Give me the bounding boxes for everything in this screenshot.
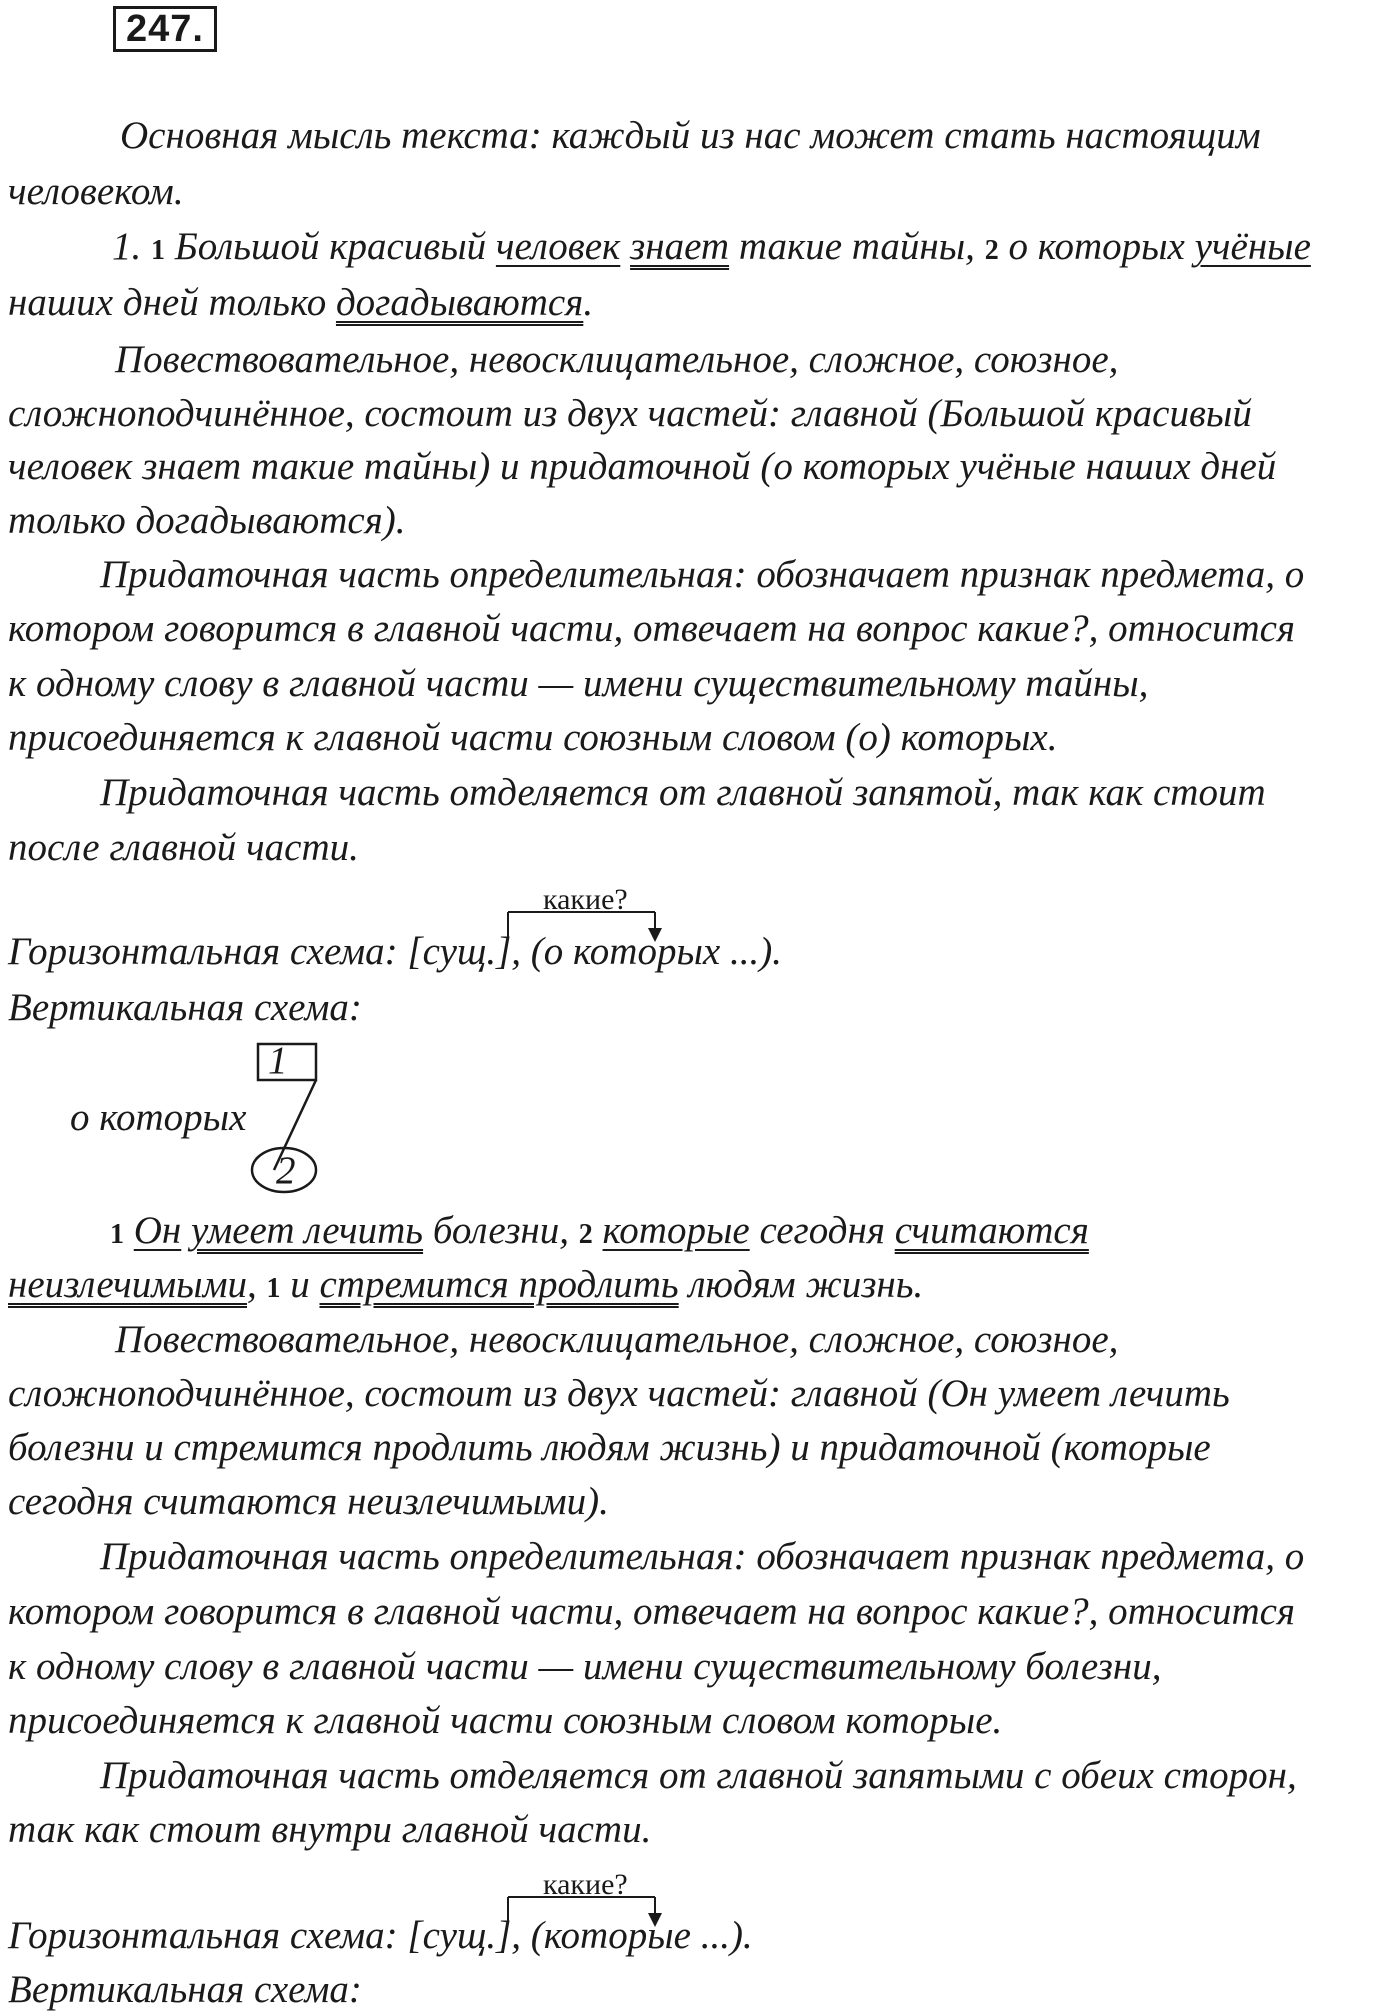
part-number: 1: [151, 235, 165, 266]
part-number: 2: [578, 1219, 593, 1250]
s2-desc1-line-1: Повествовательное, невосклицательное, сложное, союзное,: [115, 1318, 1119, 1361]
s1-desc2-line-2: котором говорится в главной части, отвечает на вопрос какие?, относится: [8, 607, 1296, 650]
s2-desc1-line-4: сегодня считаются неизлечимыми).: [8, 1480, 609, 1523]
predicate-word: догадываются: [335, 281, 584, 324]
part-number: 1: [110, 1219, 124, 1250]
item-marker: 1.: [112, 225, 142, 268]
predicate-word: стремится продлить: [319, 1263, 679, 1306]
predicate-word: знает: [630, 225, 730, 268]
sentence-1-line-1: [112, 223, 1311, 275]
part-number: 1: [266, 1273, 281, 1304]
sentence-text: такие тайны,: [738, 225, 975, 268]
subject-word: которые: [602, 1209, 750, 1252]
s2-desc2-line-1: Придаточная часть определительная: обозначает признак предмета, о: [100, 1535, 1305, 1578]
sentence-2-line-1: [110, 1207, 1089, 1259]
subject-word: Он: [133, 1209, 182, 1252]
scheme-circle-number: 2: [276, 1149, 296, 1192]
main-idea-line-1: Основная мысль текста: каждый из нас может стать настоящим: [120, 114, 1261, 157]
subject-word: человек: [495, 225, 621, 268]
sentence-text: Большой красивый: [174, 225, 487, 268]
sentence-text: сегодня: [759, 1209, 885, 1252]
sentence-text: .: [583, 281, 594, 324]
s1-desc2-line-3: к одному слову в главной части — имени существительному тайны,: [8, 662, 1149, 705]
s1-desc3-line-1: Придаточная часть отделяется от главной запятой, так как стоит: [100, 771, 1266, 814]
s1-desc1-line-4: только догадываются).: [8, 499, 406, 542]
predicate-word: считаются: [894, 1209, 1089, 1252]
s1-desc3-line-2: после главной части.: [8, 826, 359, 869]
sentence-2-line-2: [8, 1261, 923, 1313]
sentence-1-line-2: [8, 279, 593, 327]
scheme-connector-word: о которых: [70, 1096, 247, 1139]
subject-word: учёные: [1194, 225, 1311, 268]
main-idea-line-2: человеком.: [8, 170, 184, 213]
s2-desc1-line-2: сложноподчинённое, состоит из двух частей: главной (Он умеет лечить: [8, 1372, 1230, 1415]
vertical-scheme-label-2: Вертикальная схема:: [8, 1968, 362, 2011]
s1-desc2-line-1: Придаточная часть определительная: обозначает признак предмета, о: [100, 553, 1305, 596]
predicate-word: неизлечимыми: [8, 1263, 247, 1306]
exercise-number: 247.: [113, 6, 217, 52]
sentence-text: ,: [246, 1263, 257, 1306]
sentence-text: наших дней только: [8, 281, 327, 324]
part-number: 2: [984, 235, 999, 266]
s2-desc3-line-2: так как стоит внутри главной части.: [8, 1808, 652, 1851]
s2-desc2-line-3: к одному слову в главной части — имени существительному болезни,: [8, 1645, 1162, 1688]
vertical-scheme-label-1: Вертикальная схема:: [8, 986, 362, 1029]
s1-desc1-line-3: человек знает такие тайны) и придаточной (о которых учёные наших дней: [8, 445, 1277, 488]
s2-desc2-line-2: котором говорится в главной части, отвечает на вопрос какие?, относится: [8, 1590, 1296, 1633]
s2-desc2-line-4: присоединяется к главной части союзным словом которые.: [8, 1699, 1003, 1742]
horizontal-scheme-2: Горизонтальная схема: [сущ.], (которые ...).: [8, 1914, 753, 1957]
question-label: какие?: [543, 1868, 628, 1901]
predicate-word: умеет лечить: [191, 1209, 424, 1252]
question-label: какие?: [543, 883, 628, 916]
sentence-text: и: [290, 1263, 310, 1306]
sentence-text: о которых: [1008, 225, 1185, 268]
s1-desc2-line-4: присоединяется к главной части союзным словом (о) которых.: [8, 716, 1058, 759]
horizontal-scheme-1: Горизонтальная схема: [сущ.], (о которых ...).: [8, 930, 782, 973]
s2-desc1-line-3: болезни и стремится продлить людям жизнь) и придаточной (которые: [8, 1426, 1211, 1469]
sentence-text: болезни,: [432, 1209, 570, 1252]
s2-desc3-line-1: Придаточная часть отделяется от главной запятыми с обеих сторон,: [100, 1754, 1297, 1797]
scheme-box-number: 1: [268, 1039, 288, 1082]
s1-desc1-line-1: Повествовательное, невосклицательное, сложное, союзное,: [115, 338, 1119, 381]
sentence-text: людям жизнь.: [688, 1263, 924, 1306]
s1-desc1-line-2: сложноподчинённое, состоит из двух частей: главной (Большой красивый: [8, 392, 1252, 435]
